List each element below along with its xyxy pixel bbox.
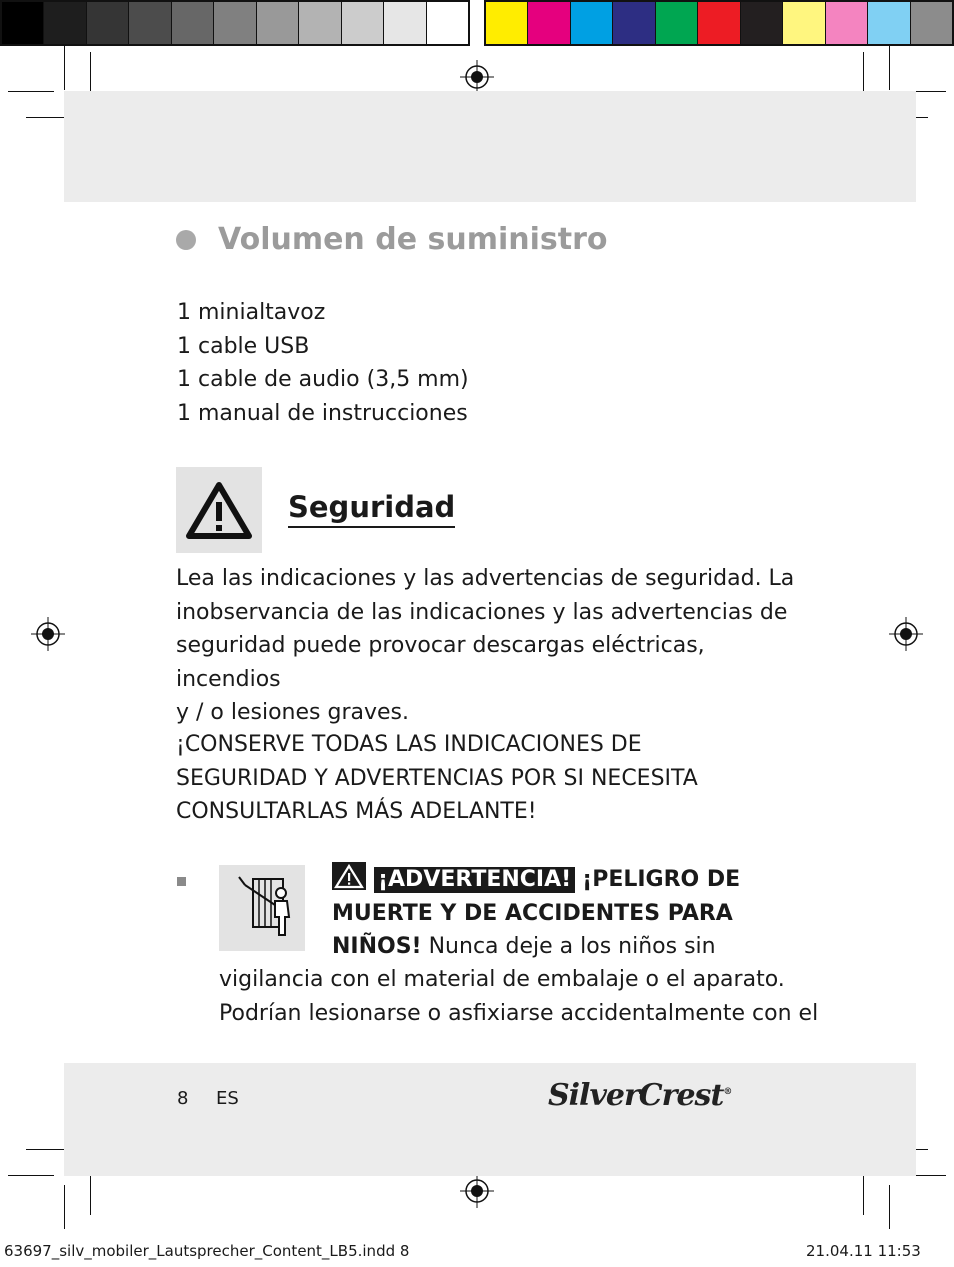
text-line: vigilancia con el material de embalaje o el aparato. [219,967,785,992]
warning-tail-3: Nunca deje a los niños sin [428,934,716,959]
text-line: Lea las indicaciones y las advertencias de seguridad. La [176,566,795,591]
language-code: ES [216,1088,239,1109]
color-swatch [2,2,44,44]
footer-band [64,1063,916,1176]
color-swatch [783,2,825,44]
color-swatch [427,2,468,44]
warning-head-3: NIÑOS! [332,934,422,959]
color-swatch [571,2,613,44]
warning-block [332,862,772,964]
warning-tag: ¡ADVERTENCIA! [374,867,575,893]
trim-mark [64,1185,65,1229]
brand-logo: SilverCrest® [548,1078,732,1113]
registration-mark-icon [460,60,494,94]
text-line: Podrían lesionarse o asfixiarse accidentalmente con el [219,1000,819,1026]
color-swatch [299,2,341,44]
color-swatch [528,2,570,44]
square-bullet-icon [177,877,186,886]
text-line: seguridad puede provocar descargas eléctricas, incendios [176,633,705,692]
text-line: inobservancia de las indicaciones y las advertencias de [176,599,788,625]
color-swatch [87,2,129,44]
supply-list [177,296,469,430]
color-swatch [486,2,528,44]
warning-triangle-icon [185,480,253,540]
trim-mark [64,46,65,90]
color-swatch [129,2,171,44]
safety-intro [176,562,796,730]
color-swatch [257,2,299,44]
registration-mark-icon [889,617,923,651]
warning-line-1 [332,862,772,897]
supply-title: Volumen de suministro [218,222,608,257]
color-swatch [741,2,783,44]
registration-mark-icon [31,617,65,651]
warning-continuation [219,963,819,1030]
color-swatch [698,2,740,44]
safety-title: Seguridad [288,490,455,528]
text-line: y / o lesiones graves. [176,700,409,725]
trim-mark [8,91,54,92]
bullet-dot-icon [176,230,196,250]
warning-line-3 [332,930,772,964]
text-line: SEGURIDAD Y ADVERTENCIAS POR SI NECESITA [176,765,698,791]
warning-head-1: ¡PELIGRO DE [582,867,741,892]
registration-mark-icon [460,1174,494,1208]
slug-filename: 63697_silv_mobiler_Lautsprecher_Content_LB5.indd 8 [4,1242,410,1260]
supply-heading [176,222,608,257]
color-swatch [342,2,384,44]
warning-symbol-box [176,467,262,553]
list-item: 1 cable USB [177,333,310,359]
color-swatch [868,2,910,44]
warning-triangle-small-icon [332,862,366,890]
color-swatch [214,2,256,44]
color-swatch [44,2,86,44]
list-item: 1 manual de instrucciones [177,400,468,426]
child-hazard-box [219,865,305,951]
child-hazard-icon [219,865,305,951]
safety-keep-notice [176,728,796,829]
color-swatch [911,2,952,44]
trim-mark [889,46,890,90]
color-bar-process [484,0,954,46]
color-swatch [384,2,426,44]
text-line: ¡CONSERVE TODAS LAS INDICACIONES DE [176,732,642,757]
color-bar-grayscale [0,0,470,46]
trim-mark [889,1185,890,1229]
text-line: CONSULTARLAS MÁS ADELANTE! [176,799,537,824]
slug-timestamp: 21.04.11 11:53 [806,1242,921,1260]
trim-mark [8,1175,54,1176]
warning-head-2: MUERTE Y DE ACCIDENTES PARA [332,900,733,926]
page-number: 8 [177,1088,189,1109]
color-swatch [826,2,868,44]
color-swatch [172,2,214,44]
color-swatch [613,2,655,44]
header-band [64,91,916,202]
list-item: 1 cable de audio (3,5 mm) [177,367,469,392]
color-swatch [656,2,698,44]
list-item: 1 minialtavoz [177,300,326,325]
